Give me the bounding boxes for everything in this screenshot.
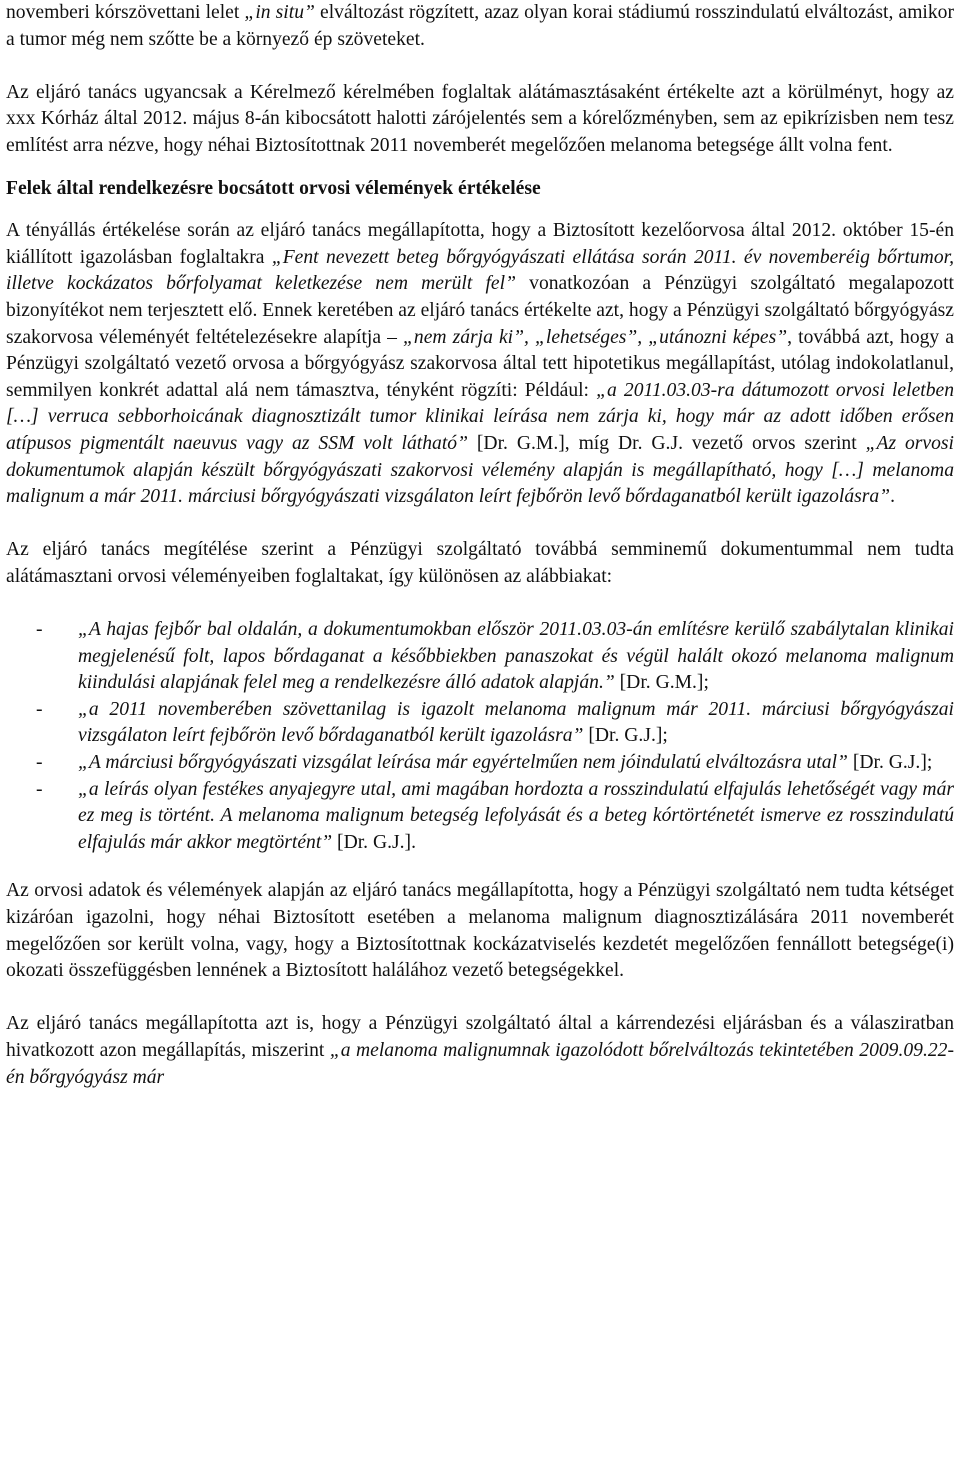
text-run: Az eljáró tanács megállapította azt is, hogy a Pénzügyi szolgáltató által a kárrendezési eljárásban és a válasziratban hivatkozott azon megállapítás, miszerint	[6, 1013, 954, 1061]
italic-term: „in situ”	[244, 2, 315, 23]
citation: [Dr. G.M.];	[614, 672, 709, 694]
citation: [Dr. G.J.].	[332, 831, 416, 853]
list-dash: -	[36, 698, 43, 720]
italic-quote: „Az orvosi dokumentumok alapján készült bőrgyógyászati szakorvosi vélemény alapján is megállapítható, hogy […] melanoma malignum a már 2011. márciusi bőrgyógyászati vizsgálaton leírt fejbőrön levő bőrdaganatból került igazolásra”	[6, 432, 954, 508]
paragraph-intro	[6, 0, 954, 53]
text-run: , továbbá azt, hogy a Pénzügyi szolgáltató vezető orvosa a bőrgyógyász szakorvosa által tett hipotetikus megállapítást, utólag indokolatlanul, semmilyen konkrét adattal alá nem támasztva, tényként rögzíti: Például:	[6, 326, 954, 401]
list-dash: -	[36, 752, 43, 774]
paragraph-hospital-report: Az eljáró tanács ugyancsak a Kérelmező kérelmében foglaltak alátámasztásaként értékelte azt a körülményt, hogy az xxx Kórház által 2012. május 8-án kibocsátott halotti zárójelentés sem a kórelőzményben, sem az epikrízisben nem tesz említést arra nézve, hogy néhai Biztosítottnak 2011 novemberét megelőzően melanoma betegsége állt volna fent.	[6, 81, 954, 156]
list-dash: -	[36, 778, 43, 800]
paragraph-claims-finding	[6, 1011, 954, 1091]
text-run: novemberi kórszövettani lelet	[6, 2, 245, 23]
text-run: A tényállás értékelése során az eljáró tanács megállapította, hogy a Biztosított kezelőorvosa által 2012. október 15-én kiállított igazolásban foglaltakra	[6, 220, 954, 268]
quoted-opinions-list	[6, 617, 954, 856]
italic-quote: „a leírás olyan festékes anyajegyre utal, ami magában hordozta a rosszindulatú elfajulás lehetőségét vagy már ez meg is történt. A melanoma malignum betegség lefolyását és a beteg kórtörténetét ismerve ez rosszindulatú elfajulás már akkor megtörtént”	[78, 778, 954, 853]
italic-quote: „a melanoma malignumnak igazolódott bőrelváltozás tekintetében 2009.09.22-én bőrgyógyász már	[6, 1039, 954, 1088]
italic-quote: „a 2011 novemberében szövettanilag is igazolt melanoma malignum már 2011. márciusi bőrgyógyászai vizsgálaton leírt fejbőrön levő bőrdaganatból került igazolásra”	[78, 698, 954, 747]
paragraph-assessment	[6, 218, 954, 511]
list-item	[6, 777, 954, 857]
section-heading: Felek által rendelkezésre bocsátott orvosi vélemények értékelése	[6, 177, 541, 199]
text-run: elváltozást rögzített, azaz olyan korai stádiumú rosszindulatú elváltozást, amikor a tumor még nem szőtte be a környező ép szöveteket.	[6, 2, 954, 50]
list-item	[6, 697, 954, 750]
citation: [Dr. G.J.];	[583, 725, 668, 747]
list-item	[6, 617, 954, 697]
italic-quote: „Fent nevezett beteg bőrgyógyászati ellátása során 2011. év novemberéig bőrtumor, illetve kockázatos bőrfolyamat keletkezése nem merült fel”	[6, 246, 954, 295]
italic-quote: „nem zárja ki”, „lehetséges”, „utánozni képes”	[403, 326, 788, 348]
paragraph-panel-opinion: Az eljáró tanács megítélése szerint a Pénzügyi szolgáltató továbbá semminemű dokumentummal nem tudta alátámasztani orvosi véleményeiben foglaltakat, így különösen az alábbiakat:	[6, 539, 954, 587]
list-dash: -	[36, 619, 43, 641]
italic-quote: „a 2011.03.03-ra dátumozott orvosi leletben […] verruca sebborhoicának diagnosztizált tumor klinikai leírása nem zárja ki, hogy már az adott időben erősen atípusos pigmentált naeuvus vagy az SSM volt látható”	[6, 379, 955, 454]
paragraph-conclusion: Az orvosi adatok és vélemények alapján az eljáró tanács megállapította, hogy a Pénzügyi szolgáltató nem tudta kétséget kizáróan igazolni, hogy néhai Biztosított esetében a melanoma malignum diagnosztizálására 2011 novemberét megelőzően sor került volna, vagy, hogy a Biztosítottnak kockázatviselés kezdetét megelőzően fennállott betegsége(i) okozati összefüggésben lennének a Biztosított halálához vezető betegségekkel.	[6, 880, 954, 982]
text-run: [Dr. G.M.], míg Dr. G.J. vezető orvos szerint	[467, 432, 866, 454]
list-item	[6, 750, 954, 777]
text-run: .	[890, 486, 895, 508]
italic-quote: „A hajas fejbőr bal oldalán, a dokumentumokban először 2011.03.03-án említésre kerülő szabálytalan klinikai megjelenésű folt, lapos bőrdaganat a későbbiekben panaszokat és végül halált okozó melanoma malignum kiindulási alapjának felel meg a rendelkezésre álló adatok alapján.”	[78, 619, 954, 694]
citation: [Dr. G.J.];	[847, 752, 933, 774]
italic-quote: „A márciusi bőrgyógyászati vizsgálat leírása már egyértelműen nem jóindulatú elváltozásra utal”	[78, 752, 848, 774]
text-run: vonatkozóan a Pénzügyi szolgáltató megalapozott bizonyítékot nem terjesztett elő. Ennek keretében az eljáró tanács értékelte azt, hogy a Pénzügyi szolgáltató bőrgyógyász szakorvosa véleményét feltételezésekre alapítja –	[6, 273, 954, 348]
